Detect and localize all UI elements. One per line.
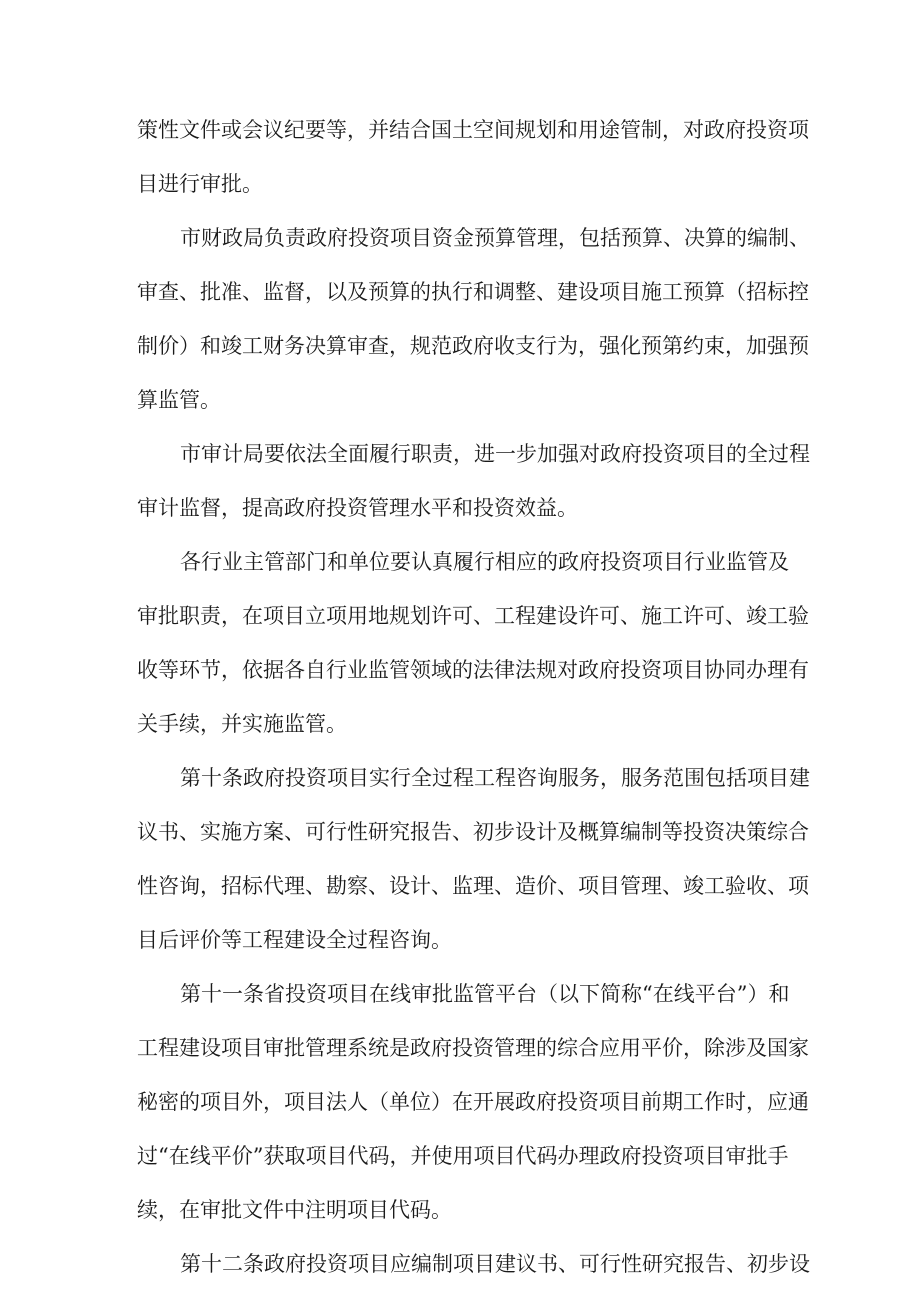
text-line: 收等环节，依据各自行业监管领域的法律法规对政府投资项目协同办理有 xyxy=(137,658,809,682)
text-line: 议书、实施方案、可行性研究报告、初步设计及概算编制等投资决策综合 xyxy=(137,820,809,844)
text-line: 审查、批准、监督，以及预算的执行和调整、建设项目施工预算（招标控 xyxy=(137,280,809,304)
text-line: 市财政局负责政府投资项目资金预算管理，包括预算、决算的编制、 xyxy=(180,226,810,250)
text-line: 制价）和竣工财务决算审查，规范政府收支行为，强化预第约束，加强预 xyxy=(137,334,809,358)
text-line: 审批职责，在项目立项用地规划许可、工程建设许可、施工许可、竣工验 xyxy=(137,604,809,628)
text-line: 各行业主管部门和单位要认真履行相应的政府投资项目行业监管及 xyxy=(180,550,789,574)
text-line: 审计监督，提高政府投资管理水平和投资效益。 xyxy=(137,496,578,520)
text-line: 关手续，并实施监管。 xyxy=(137,712,347,736)
text-line: 第十条政府投资项目实行全过程工程咨询服务，服务范围包括项目建 xyxy=(180,766,810,790)
text-line: 过“在线平价”获取项目代码，并使用项目代码办理政府投资项目审批手 xyxy=(137,1144,789,1168)
text-line: 第十二条政府投资项目应编制项目建议书、可行性研究报告、初步设 xyxy=(180,1252,810,1276)
text-line: 秘密的项目外，项目法人（单位）在开展政府投资项目前期工作时，应通 xyxy=(137,1090,809,1114)
text-line: 算监管。 xyxy=(137,388,221,412)
text-line: 目后评价等工程建设全过程咨询。 xyxy=(137,928,452,952)
text-line: 策性文件或会议纪要等，并结合国土空间规划和用途管制，对政府投资项 xyxy=(137,118,809,142)
text-line: 工程建设项目审批管理系统是政府投资管理的综合应用平价，除涉及国家 xyxy=(137,1036,809,1060)
text-line: 性咨询，招标代理、勘察、设计、监理、造价、项目管理、竣工验收、项 xyxy=(137,874,809,898)
text-line: 目进行审批。 xyxy=(137,172,263,196)
text-line: 第十一条省投资项目在线审批监管平台（以下简称“在线平台”）和 xyxy=(180,982,790,1006)
text-line: 市审计局要依法全面履行职责，进一步加强对政府投资项目的全过程 xyxy=(180,442,810,466)
text-line: 续，在审批文件中注明项目代码。 xyxy=(137,1198,452,1222)
